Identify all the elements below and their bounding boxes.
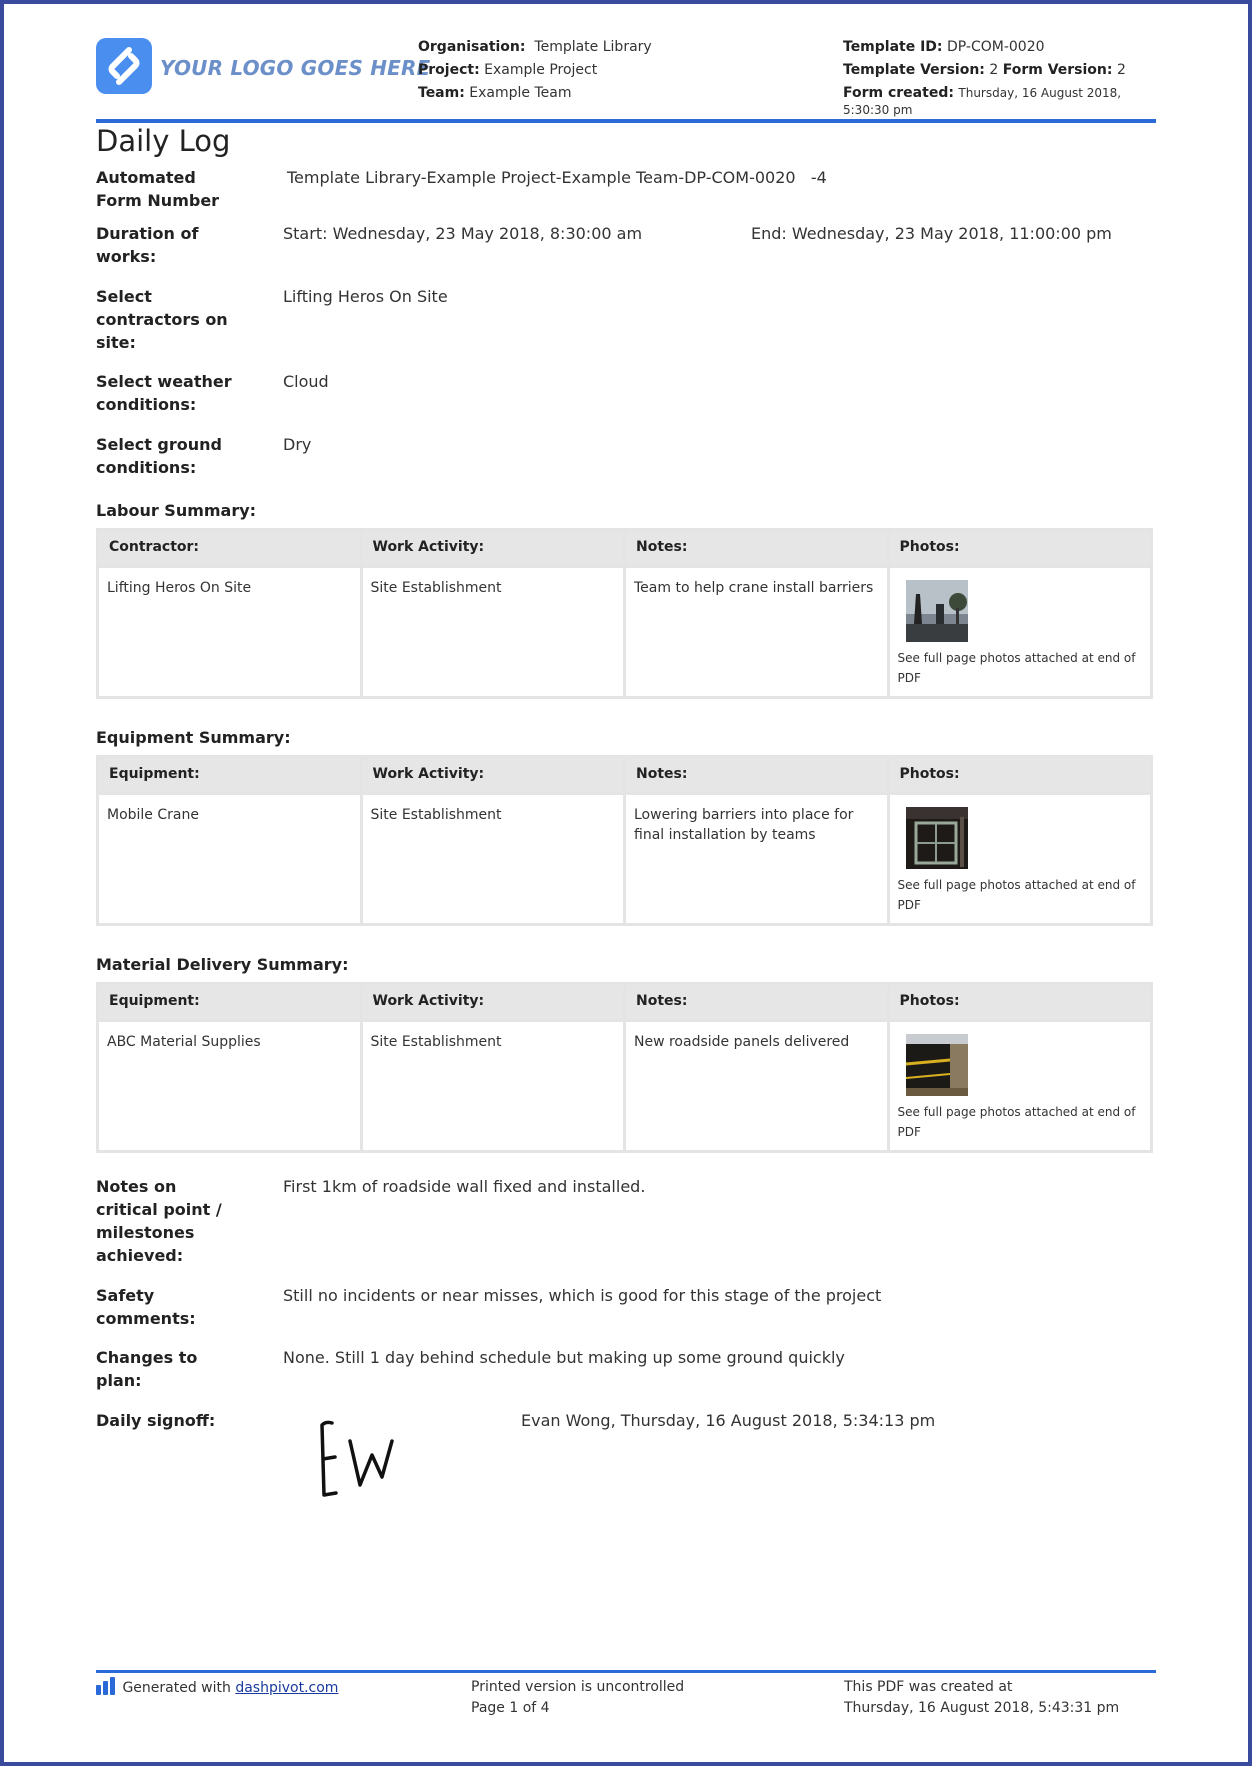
- table-header-cell: Equipment:: [98, 984, 362, 1021]
- equipment-cell: Mobile Crane: [98, 794, 362, 925]
- notes-cell: Lowering barriers into place for final installation by teams: [625, 794, 889, 925]
- duration-label: Duration of works:: [96, 224, 199, 266]
- document-header: [96, 36, 1156, 120]
- organisation-label: Organisation:: [418, 39, 526, 55]
- table-header-cell: Equipment:: [98, 757, 362, 794]
- header-template-column: [843, 36, 1143, 119]
- photos-cell: [888, 567, 1152, 698]
- form-version-label: Form Version:: [1002, 62, 1113, 78]
- dashpivot-link[interactable]: dashpivot.com: [235, 1680, 339, 1696]
- work-activity-cell: Site Establishment: [361, 567, 625, 698]
- table-header-cell: Photos:: [888, 984, 1152, 1021]
- duration-end: End: Wednesday, 23 May 2018, 11:00:00 pm: [751, 224, 1112, 243]
- signature-image: [306, 1415, 426, 1505]
- table-header-row: [98, 530, 1152, 567]
- table-header-cell: Notes:: [625, 530, 889, 567]
- form-number-value: Template Library-Example Project-Example Team-DP-COM-0020 -4: [287, 168, 827, 187]
- form-created-label: Form created:: [843, 85, 954, 101]
- project-value: Example Project: [484, 62, 598, 78]
- footer-pdf-info: [844, 1677, 1119, 1719]
- material-summary-title: Material Delivery Summary:: [96, 955, 349, 974]
- form-version-value: 2: [1116, 62, 1126, 78]
- photo-note: See full page photos attached at end of PDF: [897, 651, 1136, 685]
- form-number-label: Automated Form Number: [96, 168, 220, 210]
- page-number: Page 1 of 4: [471, 1700, 550, 1716]
- crane-photo-thumbnail[interactable]: [906, 807, 968, 869]
- changes-label: Changes to plan:: [96, 1348, 198, 1390]
- signoff-label: Daily signoff:: [96, 1411, 216, 1430]
- table-header-cell: Work Activity:: [361, 757, 625, 794]
- generated-text: Generated with: [122, 1680, 231, 1696]
- contractors-value: Lifting Heros On Site: [283, 287, 448, 306]
- table-header-cell: Photos:: [888, 530, 1152, 567]
- table-header-row: [98, 757, 1152, 794]
- photo-note: See full page photos attached at end of PDF: [897, 1105, 1136, 1139]
- work-activity-cell: Site Establishment: [361, 794, 625, 925]
- header-org-column: [418, 36, 652, 105]
- table-header-cell: Work Activity:: [361, 984, 625, 1021]
- dashpivot-logo-icon: [96, 1677, 118, 1695]
- photos-cell: [888, 1021, 1152, 1152]
- equipment-summary-title: Equipment Summary:: [96, 728, 291, 747]
- supplier-cell: ABC Material Supplies: [98, 1021, 362, 1152]
- table-header-cell: Work Activity:: [361, 530, 625, 567]
- footer-rule: [96, 1670, 1156, 1673]
- contractor-cell: Lifting Heros On Site: [98, 567, 362, 698]
- pdf-created-value: Thursday, 16 August 2018, 5:43:31 pm: [844, 1700, 1120, 1716]
- header-rule: [96, 119, 1156, 123]
- notes-cell: Team to help crane install barriers: [625, 567, 889, 698]
- template-id-label: Template ID:: [843, 39, 943, 55]
- table-header-cell: Photos:: [888, 757, 1152, 794]
- page-title: Daily Log: [96, 124, 231, 158]
- team-label: Team:: [418, 85, 465, 101]
- milestones-label: Notes on critical point / milestones achieved:: [96, 1177, 222, 1265]
- table-header-cell: Notes:: [625, 757, 889, 794]
- labour-summary-title: Labour Summary:: [96, 501, 257, 520]
- equipment-summary-table: [96, 755, 1153, 926]
- weather-value: Cloud: [283, 372, 329, 391]
- uncontrolled-text: Printed version is uncontrolled: [471, 1679, 685, 1695]
- labour-summary-table: [96, 528, 1153, 699]
- safety-value: Still no incidents or near misses, which is good for this stage of the project: [283, 1286, 882, 1305]
- table-row: [98, 794, 1152, 925]
- photos-cell: [888, 794, 1152, 925]
- safety-label: Safety comments:: [96, 1286, 196, 1328]
- ground-value: Dry: [283, 435, 312, 454]
- weather-label: Select weather conditions:: [96, 372, 232, 414]
- logo-icon: [96, 38, 152, 94]
- contractors-label: Select contractors on site:: [96, 287, 228, 352]
- work-activity-cell: Site Establishment: [361, 1021, 625, 1152]
- table-row: [98, 1021, 1152, 1152]
- template-version-value: 2: [989, 62, 999, 78]
- template-version-label: Template Version:: [843, 62, 985, 78]
- footer-print-info: [471, 1677, 684, 1719]
- changes-value: None. Still 1 day behind schedule but making up some ground quickly: [283, 1348, 845, 1367]
- pdf-created-label: This PDF was created at: [844, 1679, 1013, 1695]
- table-header-cell: Contractor:: [98, 530, 362, 567]
- table-row: [98, 567, 1152, 698]
- project-label: Project:: [418, 62, 480, 78]
- table-header-cell: Notes:: [625, 984, 889, 1021]
- form-created-value: Thursday, 16 August 2018, 5:30:30 pm: [843, 86, 1122, 117]
- table-header-row: [98, 984, 1152, 1021]
- template-id-value: DP-COM-0020: [946, 39, 1045, 55]
- site-photo-thumbnail[interactable]: [906, 580, 968, 642]
- duration-start: Start: Wednesday, 23 May 2018, 8:30:00 am: [283, 224, 643, 243]
- signoff-value: Evan Wong, Thursday, 16 August 2018, 5:34:13 pm: [521, 1411, 936, 1430]
- material-summary-table: [96, 982, 1153, 1153]
- notes-cell: New roadside panels delivered: [625, 1021, 889, 1152]
- ground-label: Select ground conditions:: [96, 435, 222, 477]
- footer-generated: [96, 1677, 338, 1699]
- organisation-value: Template Library: [534, 39, 652, 55]
- logo-text: YOUR LOGO GOES HERE: [160, 56, 431, 80]
- team-value: Example Team: [469, 85, 572, 101]
- delivery-photo-thumbnail[interactable]: [906, 1034, 968, 1096]
- milestones-value: First 1km of roadside wall fixed and installed.: [283, 1177, 646, 1196]
- photo-note: See full page photos attached at end of PDF: [897, 878, 1136, 912]
